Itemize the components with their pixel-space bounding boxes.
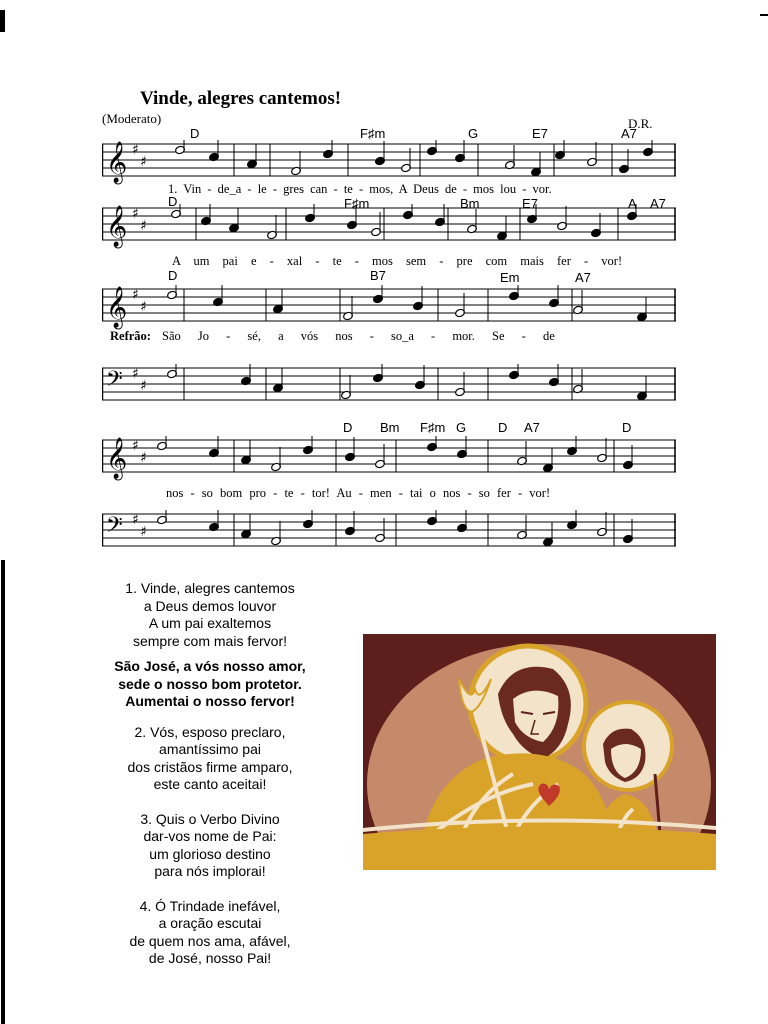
verse-line: dar-vos nome de Pai: — [143, 828, 277, 844]
credit-label: D.R. — [628, 116, 653, 131]
key-sharp: ♯ — [140, 154, 147, 170]
tempo-marking: (Moderato) — [102, 111, 162, 126]
refrain-line: São José, a vós nosso amor, — [114, 658, 306, 674]
treble-staff-lines — [102, 285, 676, 334]
refrain-text — [60, 658, 360, 711]
key-sharp: ♯ — [132, 438, 139, 454]
key-sharp: ♯ — [140, 450, 147, 466]
key-sharp: ♯ — [140, 299, 147, 315]
chord: F♯m — [360, 126, 386, 141]
verse-line: 3. Quis o Verbo Divino — [140, 810, 280, 827]
chord: D — [622, 420, 632, 435]
verse-line: a oração escutai — [158, 915, 262, 931]
chord: D — [168, 268, 178, 283]
chord: D — [498, 420, 508, 435]
key-sharp: ♯ — [132, 287, 139, 303]
refrain-label: Refrão: — [110, 329, 151, 343]
treble-clef: 𝄞 — [106, 438, 128, 479]
verse-line: a Deus demos louvor — [143, 597, 277, 614]
treble-clef: 𝄞 — [106, 287, 128, 328]
key-sharp: ♯ — [132, 366, 139, 382]
chord: Em — [500, 270, 520, 285]
lyrics-line-4: nos - so bom pro - te - tor! Au - men - tai o nos - so fer - vor! — [166, 486, 551, 500]
lyrics-line-3: São Jo - sé, a vós nos - so_a - mor. Se - de — [162, 329, 555, 343]
key-sharp: ♯ — [140, 378, 147, 394]
refrain-line: sede o nosso bom protetor. — [118, 675, 302, 692]
key-sharp: ♯ — [132, 142, 139, 158]
staff-treble-4 — [102, 436, 676, 477]
song-title: Vinde, alegres cantemos! — [140, 88, 342, 109]
bass-staff-lines — [102, 364, 676, 413]
chord: A7 — [524, 420, 540, 435]
chord: A7 — [650, 196, 666, 211]
verse-line: para nós implorai! — [154, 863, 266, 879]
verse-line: de quem nos ama, afável, — [129, 932, 291, 949]
saint-joseph-illustration — [363, 634, 716, 870]
chord: D — [190, 126, 200, 141]
treble-clef: 𝄞 — [106, 142, 128, 183]
verse-line: de José, nosso Pai! — [148, 950, 272, 966]
chord: Bm — [460, 196, 480, 211]
chord: G — [456, 420, 467, 435]
treble-staff-lines — [102, 204, 676, 253]
staff-treble-1 — [102, 140, 676, 181]
chord: A7 — [575, 270, 591, 285]
key-sharp: ♯ — [132, 512, 139, 528]
verse-line: 2. Vós, esposo preclaro, — [134, 723, 286, 740]
verse-line: dos cristãos firme amparo, — [127, 758, 293, 775]
verse-1 — [60, 580, 360, 650]
bass-staff-lines — [102, 510, 676, 559]
verse-line: um glorioso destino — [149, 845, 271, 862]
staff-bass-4 — [102, 510, 676, 551]
refrain-line: Aumentai o nosso fervor! — [125, 693, 295, 709]
key-sharp: ♯ — [140, 524, 147, 540]
verse-4 — [60, 898, 360, 968]
lyrics-line-2: A um pai e - xal - te - mos sem - pre com mais fer - vor! — [172, 254, 623, 268]
verse-3 — [60, 811, 360, 881]
verse-line: amantíssimo pai — [159, 741, 261, 757]
verse-line: A um pai exaltemos — [148, 615, 272, 631]
lyrics-line-1: 1. Vin - de_a - le - gres can - te - mos, A Deus de - mos lou - vor. — [168, 182, 552, 196]
chord: F♯m — [420, 420, 446, 435]
chord: A7 — [621, 126, 637, 141]
verse-2 — [60, 724, 360, 794]
key-sharp: ♯ — [132, 206, 139, 222]
left-edge-mark — [0, 10, 5, 32]
chord: G — [468, 126, 479, 141]
treble-clef: 𝄞 — [106, 206, 128, 247]
left-border-line — [1, 560, 5, 1024]
chord: B7 — [370, 268, 386, 283]
chord: D — [343, 420, 353, 435]
chord: E7 — [522, 196, 538, 211]
right-edge-mark — [760, 14, 768, 16]
bass-clef: 𝄢 — [106, 367, 123, 397]
verse-line: 4. Ó Trindade inefável, — [139, 897, 281, 914]
chord: E7 — [532, 126, 548, 141]
verse-line: sempre com mais fervor! — [132, 632, 288, 649]
staff-treble-3 — [102, 285, 676, 326]
chord: F♯m — [344, 196, 370, 211]
bass-clef: 𝄢 — [106, 513, 123, 543]
key-sharp: ♯ — [140, 218, 147, 234]
verse-line: 1. Vinde, alegres cantemos — [125, 580, 295, 596]
staff-bass-3 — [102, 364, 676, 405]
verse-line: este canto aceitai! — [153, 776, 267, 792]
verses-text — [60, 580, 360, 968]
staff-treble-2 — [102, 204, 676, 245]
treble-staff-lines — [102, 436, 676, 485]
chord: D — [168, 194, 178, 209]
chord: Bm — [380, 420, 400, 435]
chord: A — [628, 196, 637, 211]
